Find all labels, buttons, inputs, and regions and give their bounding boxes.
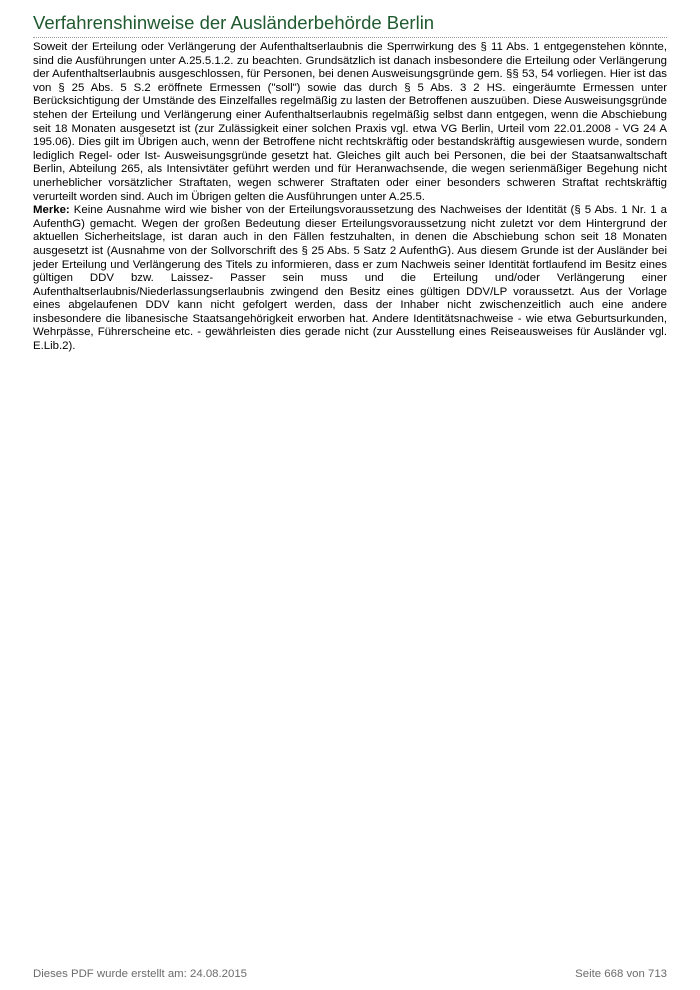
page-header <box>33 10 667 38</box>
body-paragraph-1: Soweit der Erteilung oder Verlängerung der Aufenthaltserlaubnis die Sperrwirkung des § 11 Abs. 1 entgegenstehen könnte, sind die Ausführungen unter A.25.5.1.2. zu beachten. Grundsätzlich ist danach insbesondere die Erteilung oder Verlängerung der Aufenthaltserlaubnis ausgeschlossen, für Personen, bei denen Ausweisungsgründe gem. §§ 53, 54 vorliegen. Hier ist das von § 25 Abs. 5 S.2 eröffnete Ermessen ("soll") sowie das durch § 5 Abs. 3 2 HS. eingeräumte Ermessen unter Berücksichtigung der Umstände des Einzelfalles regelmäßig zu lasten der Betroffenen auszuüben. Diese Ausweisungsgründe stehen der Erteilung und Verlängerung einer Aufenthaltserlaubnis regelmäßig selbst dann entgegen, wenn die Abschiebung seit 18 Monaten ausgesetzt ist (zur Zulässigkeit einer solchen Praxis vgl. etwa VG Berlin, Urteil vom 22.01.2008 - VG 24 A 195.06). Dies gilt im Übrigen auch, wenn der Betroffene nicht rechtskräftig oder bestandskräftig ausgewiesen wurde, sondern lediglich Regel- oder Ist- Ausweisungsgründe gesetzt hat. Gleiches gilt auch bei Personen, die bei der Staatsanwaltschaft Berlin, Abteilung 265, als Intensivtäter geführt werden und für Heranwachsende, die wegen serienmäßiger Begehung nicht unerheblicher vorsätzlicher Straftaten, wegen schwerer Straftaten oder einer besonders schweren Straftat rechtskräftig verurteilt worden sind. Auch im Übrigen gelten die Ausführungen unter A.25.5. <box>33 41 667 203</box>
page-footer <box>33 966 667 982</box>
page-title: Verfahrenshinweise der Ausländerbehörde Berlin <box>33 12 435 33</box>
creation-date-note: Dieses PDF wurde erstellt am: 24.08.2015 <box>33 968 247 980</box>
merke-label: Merke: <box>33 204 70 217</box>
merke-text: Keine Ausnahme wird wie bisher von der Erteilungsvoraussetzung des Nachweises der Identität (§ 5 Abs. 1 Nr. 1 a AufenthG) gemacht. Wegen der großen Bedeutung dieser Erteilungsvoraussetzung nicht zuletzt vor dem Hintergrund der aktuellen Sicherheitslage, ist daran auch in den Fällen festzuhalten, in denen die Abschiebung schon seit 18 Monaten ausgesetzt ist (Ausnahme von der Sollvorschrift des § 25 Abs. 5 Satz 2 AufenthG). Aus diesem Grunde ist der Ausländer bei jeder Erteilung und Verlängerung des Titels zu informieren, dass er zum Nachweis seiner Identität fortlaufend im Besitz eines gültigen DDV bzw. Laissez- Passer sein muss und die Erteilung und/oder Verlängerung einer Aufenthaltserlaubnis/Niederlassungserlaubnis zwingend den Besitz eines gültigen DDV/LP voraussetzt. Aus der Vorlage eines abgelaufenen DDV kann nicht gefolgert werden, dass der Inhaber nicht zwischenzeitlich auch eine andere insbesondere die libanesische Staatsangehörigkeit erworben hat. Andere Identitätsnachweise - wie etwa Geburtsurkunden, Wehrpässe, Führerscheine etc. - gewährleisten dies gerade nicht (zur Ausstellung eines Reiseausweises für Ausländer vgl. E.Lib.2). <box>33 204 667 353</box>
document-body <box>33 41 667 354</box>
page-number: Seite 668 von 713 <box>575 968 667 980</box>
body-paragraph-merke <box>33 204 667 354</box>
